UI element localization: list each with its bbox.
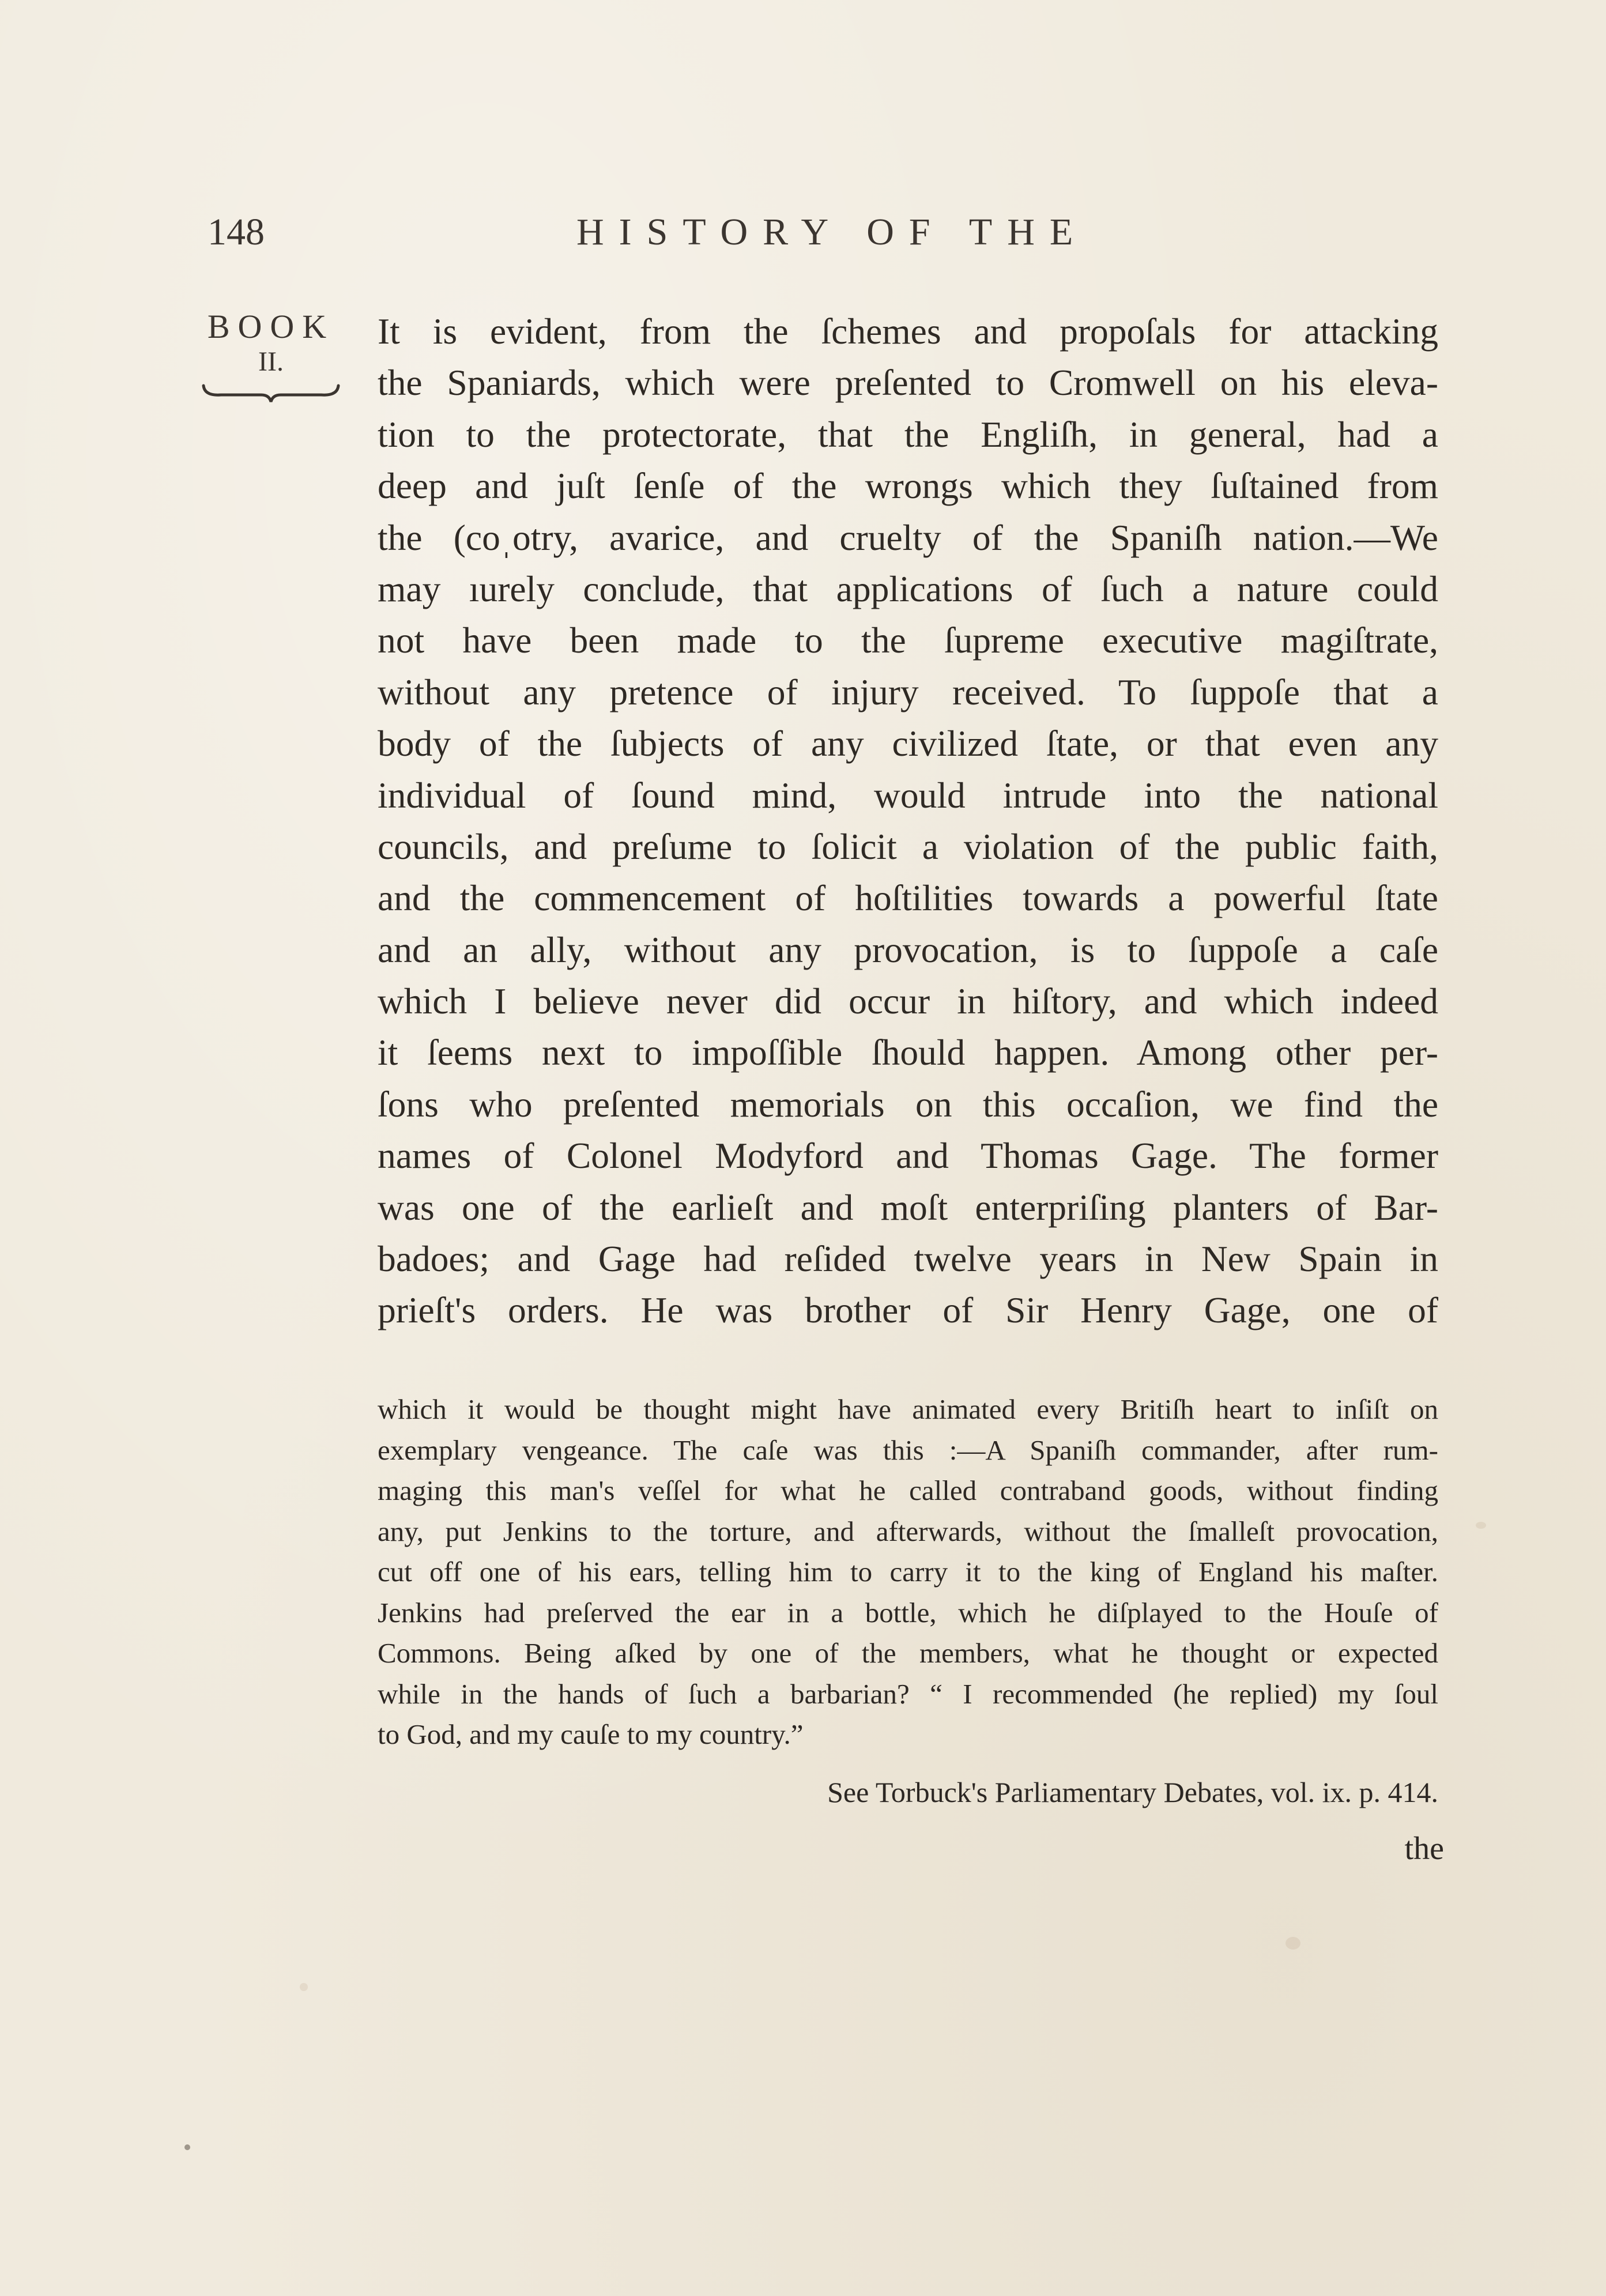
- text-line: body of the ſubjects of any civilized ſtate, or that even any: [378, 723, 1438, 764]
- margin-volume-label: II.: [258, 346, 284, 377]
- footnote: [378, 1389, 1438, 1755]
- foxing-spot: [1285, 1937, 1300, 1950]
- footnote-line: Commons. Being aſked by one of the members, what he thought or expected: [378, 1637, 1438, 1669]
- footnote-citation: See Torbuck's Parliamentary Debates, vol. ix. p. 414.: [827, 1776, 1438, 1808]
- text-line: and the commencement of hoſtilities towards a powerful ſtate: [378, 877, 1438, 919]
- footnote-line: which it would be thought might have animated every Britiſh heart to inſiſt on: [378, 1393, 1438, 1425]
- text-line: badoes; and Gage had reſided twelve years in New Spain in: [378, 1238, 1438, 1280]
- text-line: names of Colonel Modyford and Thomas Gage. The former: [378, 1135, 1438, 1177]
- text-line: tion to the protectorate, that the Engliſh, in general, had a: [378, 413, 1438, 455]
- footnote-line: exemplary vengeance. The caſe was this :—A Spaniſh commander, after rum-: [378, 1434, 1438, 1466]
- text-line: ſons who preſented memorials on this occaſion, we find the: [378, 1083, 1438, 1125]
- text-line: was one of the earlieſt and moſt enterpriſing planters of Bar-: [378, 1186, 1438, 1228]
- text-line: individual of ſound mind, would intrude into the national: [378, 774, 1438, 816]
- text-line: which I believe never did occur in hiſtory, and which indeed: [378, 981, 1438, 1022]
- foxing-spot: [300, 1983, 308, 1991]
- text-line: it ſeems next to impoſſible ſhould happen. Among other per-: [378, 1032, 1438, 1073]
- footnote-line: maging this man's veſſel for what he called contraband goods, without finding: [378, 1475, 1438, 1506]
- foxing-spot: [1476, 1522, 1486, 1529]
- running-head: [208, 210, 1533, 262]
- text-line: prieſt's orders. He was brother of Sir Henry Gage, one of: [378, 1290, 1438, 1331]
- margin-book-label: BOOK: [207, 308, 335, 345]
- text-line: the Spaniards, which were preſented to Cromwell on his eleva-: [378, 362, 1438, 404]
- footnote-line: Jenkins had preſerved the ear in a bottle, which he diſplayed to the Houſe of: [378, 1596, 1438, 1628]
- footnote-line: while in the hands of ſuch a barbarian? “ I recommended (he replied) my ſoul: [378, 1677, 1438, 1710]
- text-line: deep and juſt ſenſe of the wrongs which they ſuſtained from: [378, 465, 1438, 507]
- page-number: 148: [208, 211, 265, 253]
- footnote-line: to God, and my cauſe to my country.”: [378, 1718, 804, 1750]
- text-line: councils, and preſume to ſolicit a violation of the public faith,: [378, 825, 1438, 867]
- margin-brace-ornament: [193, 381, 349, 406]
- footnote-line: any, put Jenkins to the torture, and afterwards, without the ſmalleſt provocation,: [378, 1515, 1438, 1547]
- running-head-title: HISTORY OF THE: [576, 211, 1088, 253]
- text-line: not have been made to the ſupreme executive magiſtrate,: [378, 620, 1438, 661]
- text-line: without any pretence of injury received. To ſuppoſe that a: [378, 671, 1438, 712]
- text-line: and an ally, without any provocation, is to ſuppoſe a caſe: [378, 929, 1438, 970]
- text-line: the (coˌotry, avarice, and cruelty of the Spaniſh nation.—We: [378, 516, 1438, 558]
- footnote-line: cut off one of his ears, telling him to carry it to the king of England his maſter.: [378, 1556, 1438, 1588]
- main-text: [378, 306, 1438, 1336]
- text-line: may ıurely conclude, that applications of ſuch a nature could: [378, 568, 1438, 609]
- ink-speck: [184, 2144, 190, 2150]
- margin-note: [193, 308, 349, 406]
- catchword: the: [1404, 1831, 1444, 1867]
- text-line: It is evident, from the ſchemes and propoſals for attacking: [378, 311, 1438, 352]
